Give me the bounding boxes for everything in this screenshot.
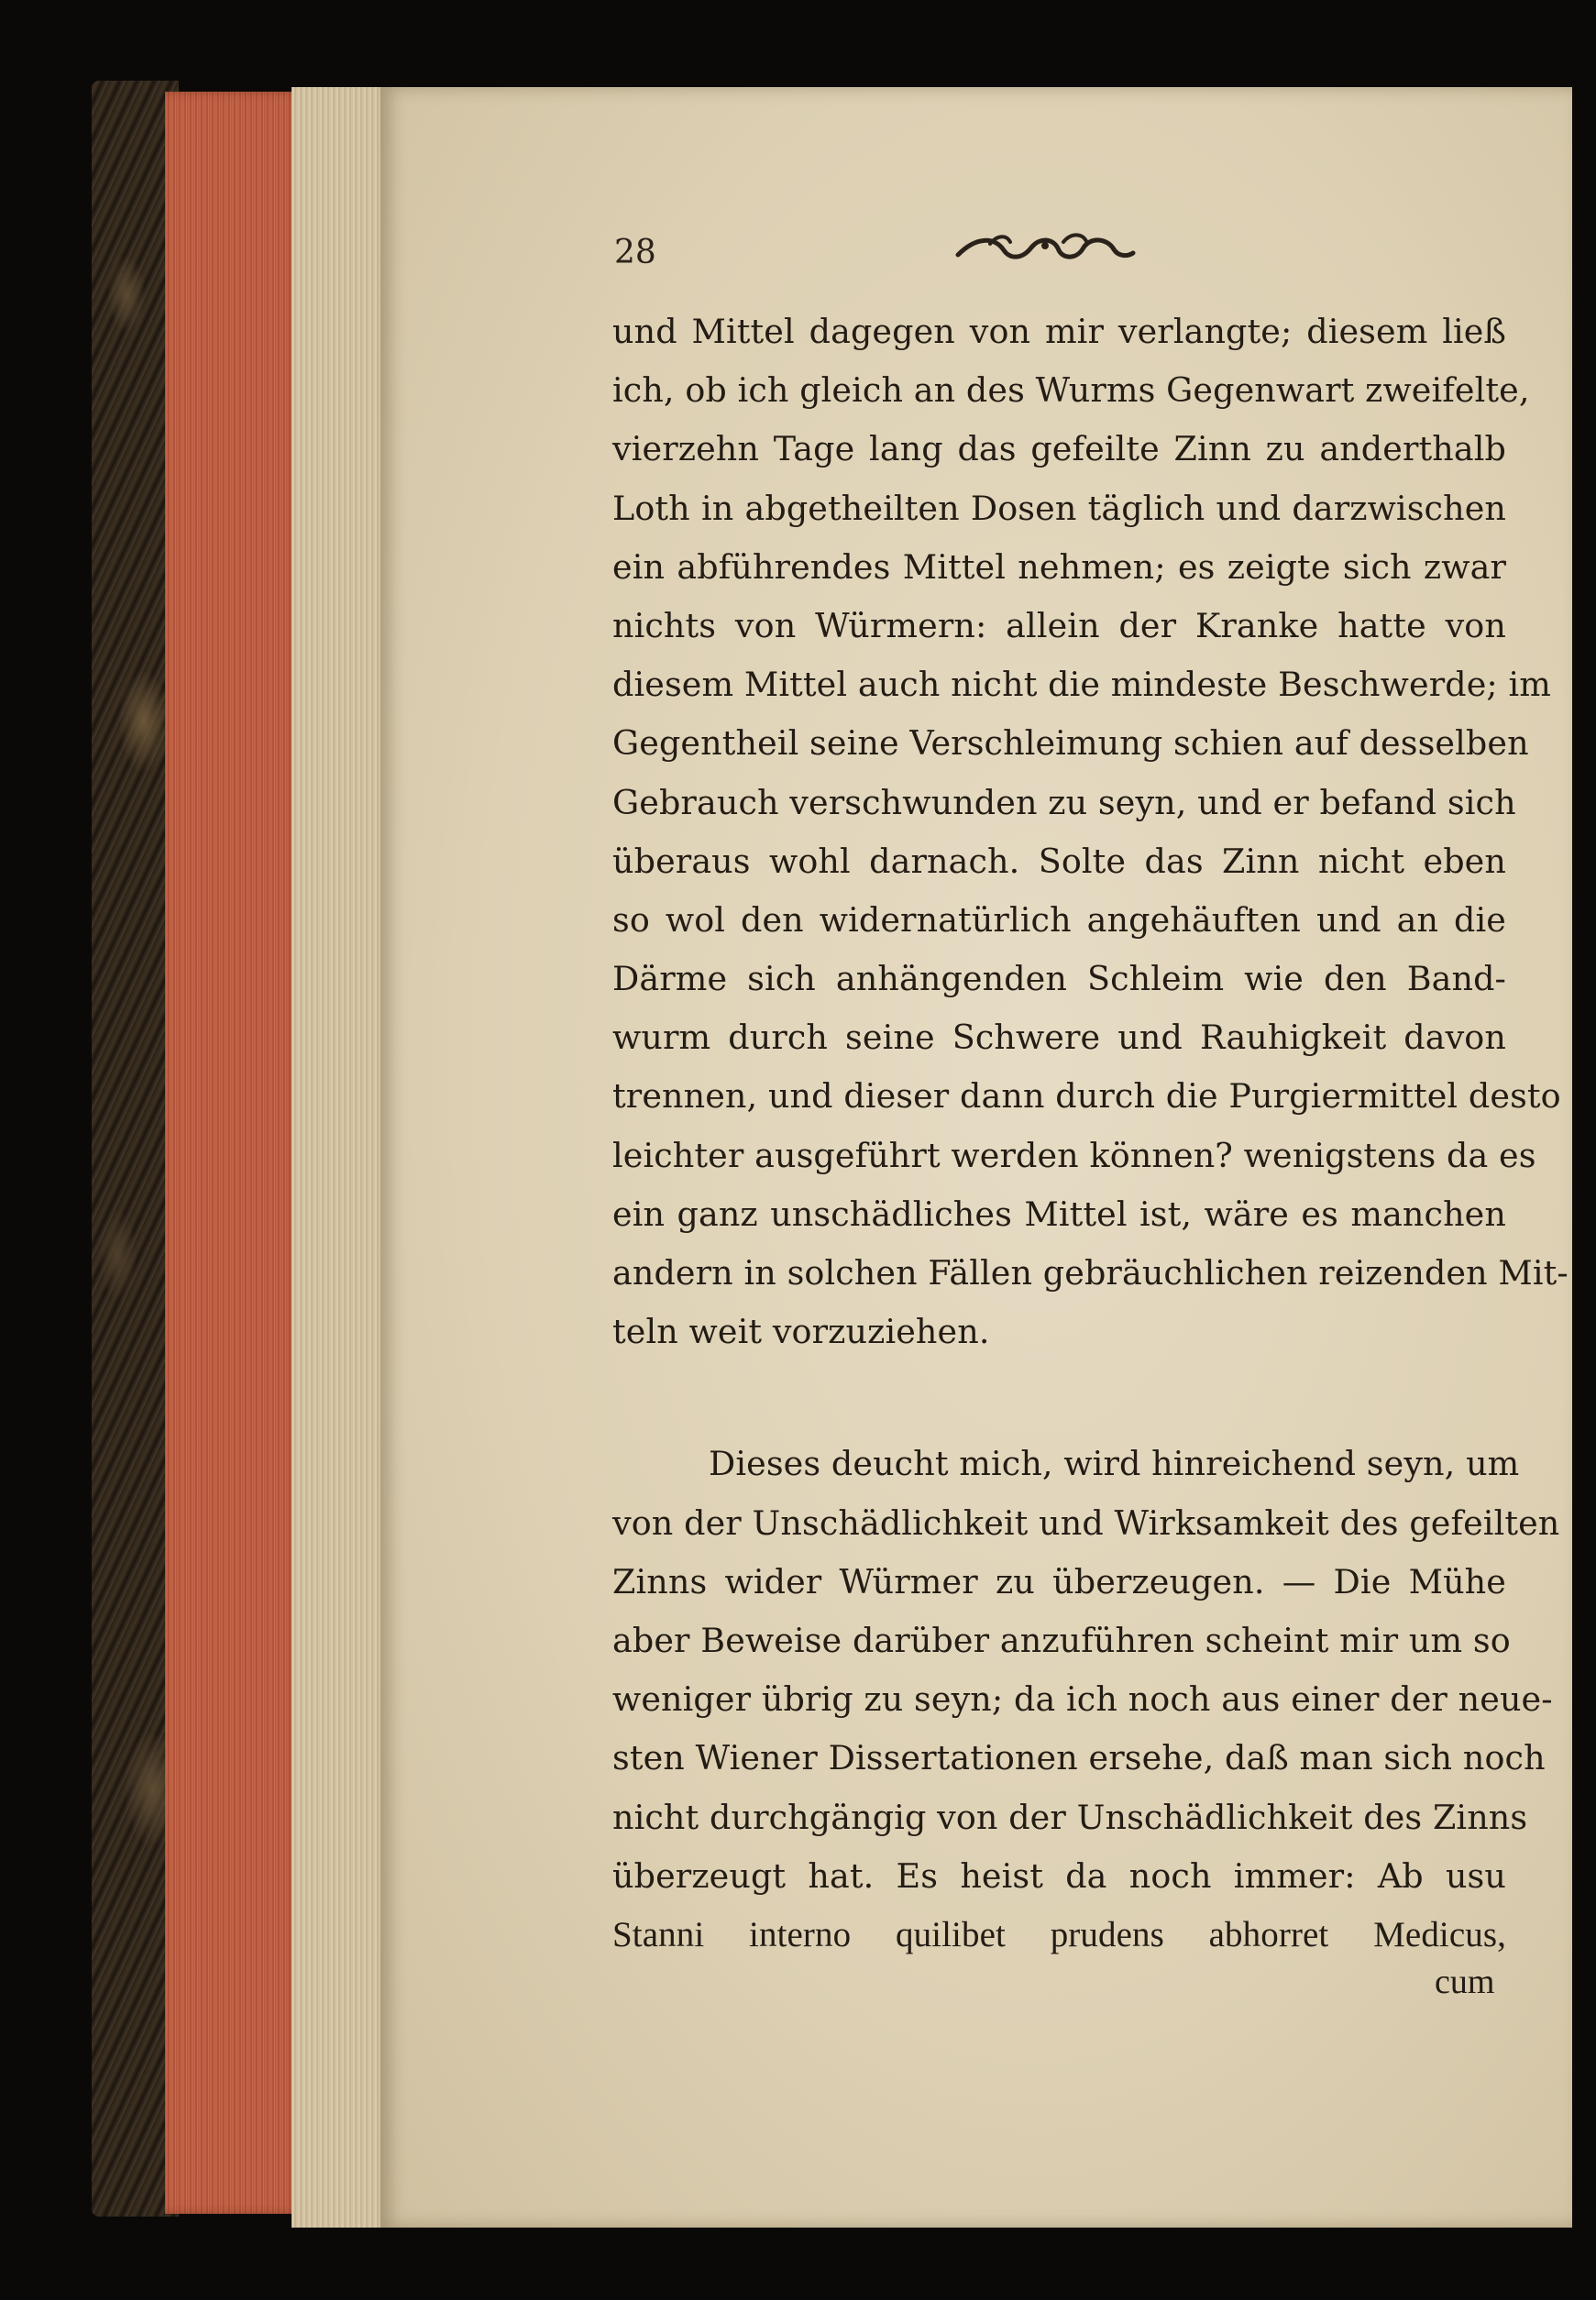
text-line: vierzehn Tage lang das gefeilte Zinn zu anderthalb (612, 429, 1506, 469)
text-line: ein abführendes Mittel nehmen; es zeigte sich zwar (612, 546, 1506, 587)
text-line: Dieses deucht mich, wird hinreichend seyn, um (709, 1444, 1520, 1484)
text-line: wurm durch seine Schwere und Rauhigkeit davon (612, 1018, 1506, 1058)
text-line: Gegentheil seine Verschleimung schien auf desselben (612, 723, 1529, 764)
page-edges (165, 92, 303, 2214)
text-line: aber Beweise darüber anzuführen scheint mir um so (612, 1620, 1511, 1660)
text-line-latin: Stanni interno quilibet prudens abhorret Medicus, (612, 1914, 1506, 1954)
text-line: Loth in abgetheilten Dosen täglich und darzwischen (612, 488, 1506, 528)
text-line: Zinns wider Würmer zu überzeugen. — Die Mühe (612, 1561, 1506, 1601)
text-line: Därme sich anhängenden Schleim wie den Band- (612, 959, 1506, 999)
text-line: andern in solchen Fällen gebräuchlichen reizenden Mit- (612, 1253, 1568, 1293)
text-line: Gebrauch verschwunden zu seyn, und er befand sich (612, 782, 1516, 822)
page-stack (292, 87, 388, 2228)
text-line: nicht durchgängig von der Unschädlichkeit des Zinns (612, 1797, 1528, 1837)
text-line: trennen, und dieser dann durch die Purgiermittel desto (612, 1076, 1561, 1117)
paragraph-2 (612, 1435, 1560, 1964)
text-line: und Mittel dagegen von mir verlangte; diesem ließ (612, 312, 1506, 351)
text-line: ich, ob ich gleich an des Wurms Gegenwart zweifelte, (612, 370, 1530, 411)
page-number: 28 (614, 234, 656, 271)
text-line: weniger übrig zu seyn; da ich noch aus einer der neue- (612, 1679, 1553, 1720)
printer-ornament-icon (953, 227, 1137, 273)
text-line: sten Wiener Dissertationen ersehe, daß man sich noch (612, 1738, 1546, 1778)
text-line: nichts von Würmern: allein der Kranke hatte von (612, 605, 1506, 645)
text-line: so wol den widernatürlich angehäuften und an die (612, 899, 1506, 940)
text-line: überaus wohl darnach. Solte das Zinn nicht eben (612, 841, 1506, 881)
text-line: diesem Mittel auch nicht die mindeste Beschwerde; im (612, 665, 1552, 705)
catchword: cum (1435, 1963, 1495, 2001)
text-line: ein ganz unschädliches Mittel ist, wäre es manchen (612, 1194, 1506, 1234)
body-text (612, 303, 1568, 1964)
paragraph-1 (612, 303, 1568, 1361)
text-line: leichter ausgeführt werden können? wenigstens da es (612, 1135, 1536, 1175)
text-line: von der Unschädlichkeit und Wirksamkeit des gefeilten (612, 1502, 1560, 1543)
text-line: teln weit vorzuziehen. (612, 1312, 990, 1352)
text-line: überzeugt hat. Es heist da noch immer: Ab usu (612, 1855, 1506, 1896)
